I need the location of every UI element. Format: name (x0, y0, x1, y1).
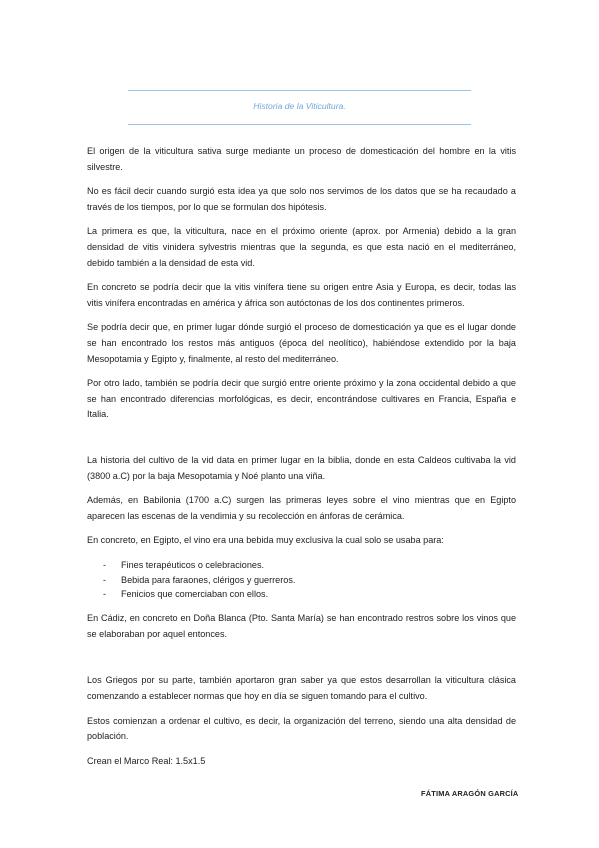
list-item (87, 558, 516, 573)
title-bottom-rule (128, 124, 471, 125)
document-title: Historia de la Viticultura. (253, 101, 346, 111)
paragraph-hypotheses: No es fácil decir cuando surgió esta idea ya que solo nos servimos de los datos que se ha recaudado a través de los tiempos, por lo que se formulan dos hipótesis. (87, 186, 516, 212)
title-top-rule (128, 90, 471, 91)
list-dash: - (103, 589, 107, 600)
paragraph-greeks: Los Griegos por su parte, también aportaron gran saber ya que estos desarrollan la viticultura clásica comenzando a establecer normas que hoy en día se siguen tomando para el cultivo. (87, 675, 516, 702)
document-body (87, 144, 516, 778)
footer-author: FÁTIMA ARAGÓN GARCÍA (421, 789, 519, 798)
paragraph-marco-real: Crean el Marco Real: 1.5x1.5 (87, 755, 206, 766)
list-item-text: Fenicios que comerciaban con ellos. (121, 589, 269, 600)
paragraph-babylon: Además, en Babilonia (1700 a.C) surgen las primeras leyes sobre el vino mientras que en Egipto aparecen las escenas de la vendimia y su recolección en ánforas de cerámica. (87, 495, 516, 521)
list-item-text: Fines terapéuticos o celebraciones. (121, 559, 265, 570)
paragraph-morphology: Por otro lado, también se podría decir que surgió entre oriente próximo y la zona occidental debido a que se han encontrado diferencias morfológicas, es decir, encontrándose cultivares en Francia, España e Italia. (87, 378, 516, 420)
paragraph-bible: La historia del cultivo de la vid data en primer lugar en la biblia, donde en esta Caldeos cultivaba la vid (3800 a.C) por la baja Mesopotamia y Noé planto una viña. (87, 454, 516, 481)
paragraph-first-hypothesis: La primera es que, la viticultura, nace en el próximo oriente (aprox. por Armenia) debido a la gran densidad de vitis vinidera sylvestris mientras que la segunda, es que esta nació en el mediterráneo, debido también a la densidad de esta vid. (87, 226, 516, 268)
list-dash: - (103, 559, 107, 570)
list-item (87, 587, 516, 602)
paragraph-cadiz: En Cádiz, en concreto en Doña Blanca (Pto. Santa María) se han encontrado restros sobre los vinos que se elaboraban por aquel entonces. (87, 613, 516, 639)
egypt-uses-list (87, 558, 516, 602)
paragraph-origin: El origen de la viticultura sativa surge mediante un proceso de domesticación del hombre en la vitis silvestre. (87, 146, 516, 172)
list-dash: - (103, 574, 107, 585)
paragraph-domestication-place: Se podría decir que, en primer lugar dónde surgió el proceso de domesticación ya que es el lugar donde se han encontrado los restos más antiguos (época del neolítico), habiéndose extendido por la baja Mesopotamia y Egipto y, finalmente, al resto del mediterráneo. (87, 322, 516, 364)
list-item-text: Bebida para faraones, clérigos y guerreros. (121, 574, 296, 585)
paragraph-egypt: En concreto, en Egipto, el vino era una bebida muy exclusiva la cual solo se usaba para: (87, 535, 444, 546)
paragraph-organization: Estos comienzan a ordenar el cultivo, es decir, la organización del terreno, siendo una alta densidad de población. (87, 715, 516, 742)
list-item (87, 573, 516, 588)
paragraph-asia-europe: En concreto se podría decir que la vitis vinífera tiene su origen entre Asia y Europa, es decir, todas las vitis vinífera encontradas en américa y áfrica son autóctonas de los dos continentes primeros. (87, 282, 516, 308)
